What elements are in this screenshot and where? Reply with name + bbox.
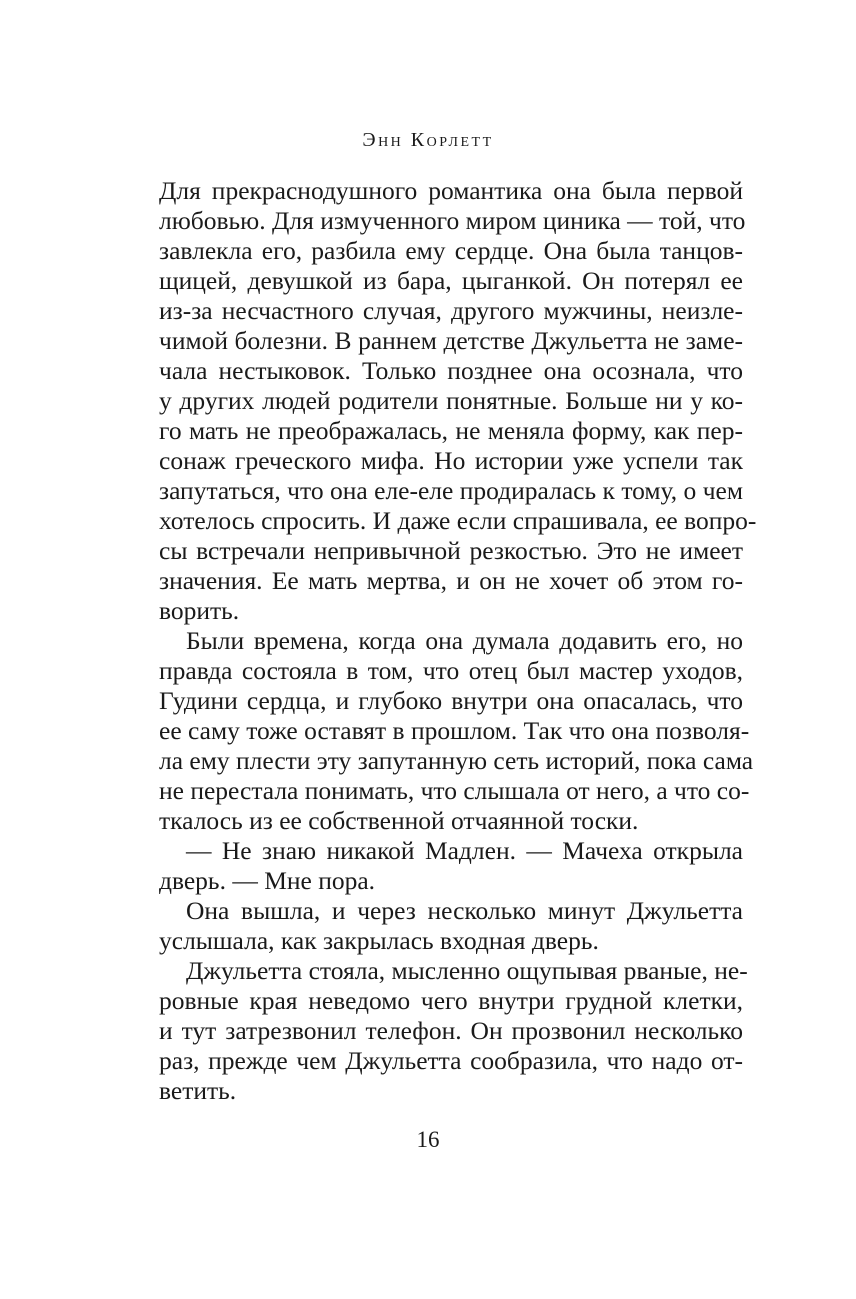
text-line: услышала, как закрылась входная дверь. xyxy=(159,926,599,955)
text-line: Джульетта стояла, мысленно ощупывая рваные, не- xyxy=(186,956,748,985)
text-line: у других людей родители понятные. Больше ни у ко- xyxy=(159,386,743,415)
running-head: Энн Корлетт xyxy=(362,129,494,151)
text-line: чимой болезни. В раннем детстве Джульетта не заме- xyxy=(159,326,743,355)
body-text xyxy=(159,176,757,1106)
text-line: из-за несчастного случая, другого мужчины, неизле- xyxy=(159,296,743,325)
text-line: значения. Ее мать мертва, и он не хочет об этом го- xyxy=(159,566,743,595)
text-line: го мать не преображалась, не меняла форму, как пер- xyxy=(159,416,743,445)
text-line: не перестала понимать, что слышала от него, а что со- xyxy=(159,776,750,805)
text-line: хотелось спросить. И даже если спрашивала, ее вопро- xyxy=(159,506,757,535)
text-line: ее саму тоже оставят в прошлом. Так что она позволя- xyxy=(159,716,750,745)
text-line: Были времена, когда она думала додавить его, но xyxy=(186,626,743,655)
text-line: ворить. xyxy=(159,596,240,625)
text-line: сы встречали непривычной резкостью. Это не имеет xyxy=(159,536,743,565)
text-line: правда состояла в том, что отец был мастер уходов, xyxy=(159,656,743,685)
text-line: ровные края неведомо чего внутри грудной клетки, xyxy=(159,986,743,1015)
page-number: 16 xyxy=(416,1127,440,1152)
text-line: щицей, девушкой из бара, цыганкой. Он потерял ее xyxy=(159,266,743,295)
text-line: сонаж греческого мифа. Но истории уже успели так xyxy=(159,446,743,475)
text-line: Она вышла, и через несколько минут Джульетта xyxy=(186,896,743,925)
text-line: завлекла его, разбила ему сердце. Она была танцов- xyxy=(159,236,743,265)
text-line: и тут затрезвонил телефон. Он прозвонил несколько xyxy=(159,1016,743,1045)
text-line: запутаться, что она еле-еле продиралась к тому, о чем xyxy=(159,476,743,505)
text-line: — Не знаю никакой Мадлен. — Мачеха открыла xyxy=(186,836,743,865)
text-line: Гудини сердца, и глубоко внутри она опасалась, что xyxy=(159,686,743,715)
text-line: ла ему плести эту запутанную сеть историй, пока сама xyxy=(159,746,754,775)
text-line: любовью. Для измученного миром циника — той, что xyxy=(159,206,746,235)
text-line: ткалось из ее собственной отчаянной тоски. xyxy=(159,806,639,835)
text-line: Для прекраснодушного романтика она была первой xyxy=(159,176,743,205)
text-line: дверь. — Мне пора. xyxy=(159,866,376,895)
text-line: раз, прежде чем Джульетта сообразила, что надо от- xyxy=(159,1046,743,1075)
text-line: ветить. xyxy=(159,1076,237,1105)
text-line: чала нестыковок. Только позднее она осознала, что xyxy=(159,356,743,385)
